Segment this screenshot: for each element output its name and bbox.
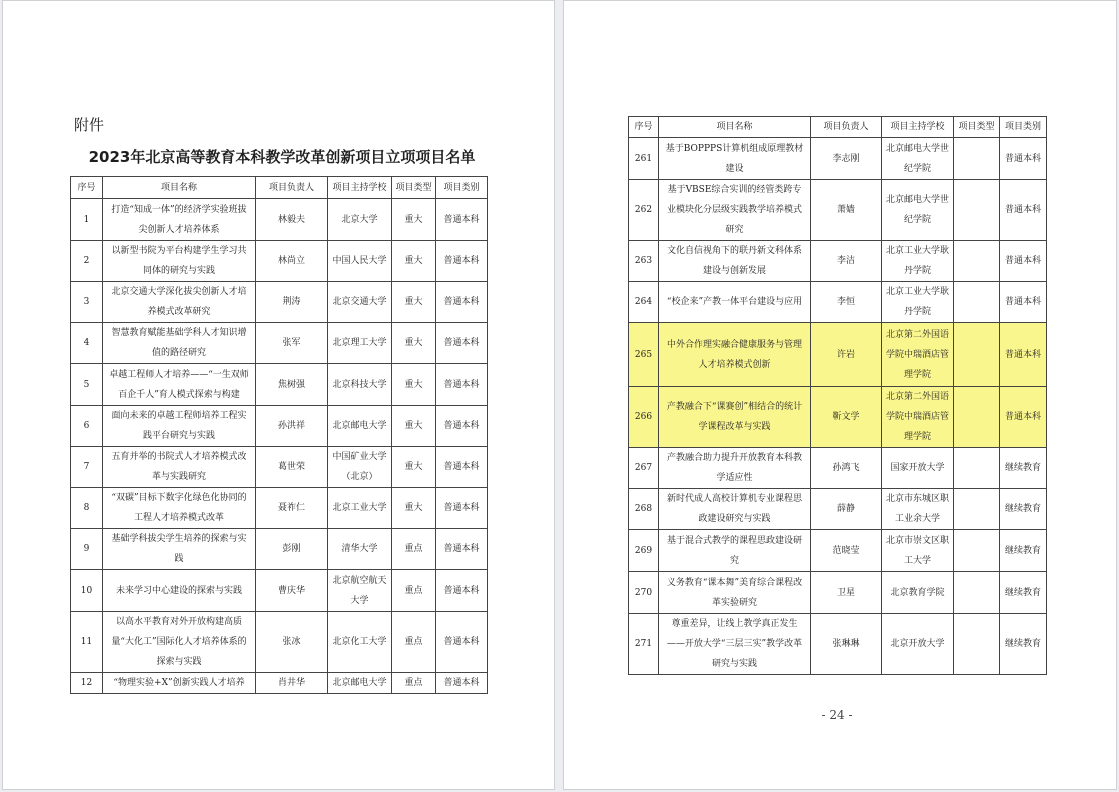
header-no: 序号 xyxy=(629,117,659,138)
cell-no: 8 xyxy=(71,488,103,529)
table-row xyxy=(71,612,488,673)
table-header-row xyxy=(71,177,488,199)
table-row xyxy=(71,529,488,570)
cell-type: 重大 xyxy=(392,199,436,241)
cell-project-name: “校企来”产教一体平台建设与应用 xyxy=(659,282,811,323)
header-no: 序号 xyxy=(71,177,103,199)
cell-type xyxy=(954,241,1000,282)
cell-project-name: 中外合作理实融合健康服务与管理人才培养模式创新 xyxy=(659,323,811,387)
cell-type xyxy=(954,448,1000,489)
cell-school: 北京工业大学 xyxy=(328,488,392,529)
cell-type: 重大 xyxy=(392,282,436,323)
cell-project-name: “物理实验+X”创新实践人才培养 xyxy=(103,673,256,694)
cell-category: 普通本科 xyxy=(1000,180,1047,241)
cell-project-name: 打造“知成一体”的经济学实验班拔尖创新人才培养体系 xyxy=(103,199,256,241)
cell-no: 9 xyxy=(71,529,103,570)
cell-leader: 孙鸿飞 xyxy=(811,448,882,489)
cell-project-name: 基于VBSE综合实训的经管类跨专业模块化分层级实践教学培养模式研究 xyxy=(659,180,811,241)
cell-school: 北京开放大学 xyxy=(882,614,954,675)
table-header-row xyxy=(629,117,1047,138)
cell-category: 普通本科 xyxy=(436,323,488,364)
cell-leader: 靳文学 xyxy=(811,387,882,448)
cell-school: 北京工业大学耿丹学院 xyxy=(882,282,954,323)
header-school: 项目主持学校 xyxy=(328,177,392,199)
cell-category: 普通本科 xyxy=(436,406,488,447)
cell-type xyxy=(954,138,1000,180)
cell-school: 北京交通大学 xyxy=(328,282,392,323)
cell-type: 重大 xyxy=(392,488,436,529)
cell-no: 6 xyxy=(71,406,103,447)
cell-no: 1 xyxy=(71,199,103,241)
cell-category: 普通本科 xyxy=(436,612,488,673)
table-row xyxy=(71,570,488,612)
table-row xyxy=(629,138,1047,180)
cell-leader: 彭刚 xyxy=(256,529,328,570)
cell-leader: 张军 xyxy=(256,323,328,364)
cell-school: 北京市崇文区职工大学 xyxy=(882,530,954,572)
cell-category: 普通本科 xyxy=(436,447,488,488)
table-row xyxy=(629,572,1047,614)
cell-category: 普通本科 xyxy=(436,673,488,694)
table-row xyxy=(71,199,488,241)
cell-category: 继续教育 xyxy=(1000,614,1047,675)
cell-no: 7 xyxy=(71,447,103,488)
cell-school: 北京邮电大学世纪学院 xyxy=(882,180,954,241)
table-row xyxy=(629,323,1047,387)
cell-leader: 林毅夫 xyxy=(256,199,328,241)
cell-school: 中国人民大学 xyxy=(328,241,392,282)
cell-type: 重大 xyxy=(392,406,436,447)
cell-project-name: 以新型书院为平台构建学生学习共同体的研究与实践 xyxy=(103,241,256,282)
cell-school: 北京教育学院 xyxy=(882,572,954,614)
table-row xyxy=(71,241,488,282)
header-school: 项目主持学校 xyxy=(882,117,954,138)
cell-no: 12 xyxy=(71,673,103,694)
cell-leader: 薛静 xyxy=(811,489,882,530)
header-category: 项目类别 xyxy=(1000,117,1047,138)
cell-project-name: 基础学科拔尖学生培养的探索与实践 xyxy=(103,529,256,570)
cell-project-name: 产教融合助力提升开放教育本科教学适应性 xyxy=(659,448,811,489)
cell-project-name: 基于BOPPPS计算机组成原理教材建设 xyxy=(659,138,811,180)
cell-category: 普通本科 xyxy=(436,282,488,323)
cell-category: 普通本科 xyxy=(1000,241,1047,282)
cell-no: 264 xyxy=(629,282,659,323)
cell-no: 271 xyxy=(629,614,659,675)
cell-school: 北京第二外国语学院中瑞酒店管理学院 xyxy=(882,387,954,448)
cell-project-name: 义务教育“课本舞”美育综合课程改革实验研究 xyxy=(659,572,811,614)
cell-school: 北京第二外国语学院中瑞酒店管理学院 xyxy=(882,323,954,387)
cell-no: 263 xyxy=(629,241,659,282)
cell-no: 262 xyxy=(629,180,659,241)
cell-type xyxy=(954,614,1000,675)
cell-category: 继续教育 xyxy=(1000,448,1047,489)
cell-no: 265 xyxy=(629,323,659,387)
cell-no: 10 xyxy=(71,570,103,612)
table-row xyxy=(629,387,1047,448)
cell-leader: 许岩 xyxy=(811,323,882,387)
cell-category: 普通本科 xyxy=(436,364,488,406)
cell-leader: 孙洪祥 xyxy=(256,406,328,447)
cell-type xyxy=(954,489,1000,530)
cell-leader: 李洁 xyxy=(811,241,882,282)
cell-leader: 李恒 xyxy=(811,282,882,323)
cell-category: 继续教育 xyxy=(1000,489,1047,530)
cell-project-name: 以高水平教育对外开放构建高质量“大化工”国际化人才培养体系的探索与实践 xyxy=(103,612,256,673)
cell-school: 北京大学 xyxy=(328,199,392,241)
cell-leader: 肖井华 xyxy=(256,673,328,694)
cell-school: 北京邮电大学 xyxy=(328,406,392,447)
table-row xyxy=(71,673,488,694)
cell-project-name: 北京交通大学深化拔尖创新人才培养模式改革研究 xyxy=(103,282,256,323)
cell-school: 北京化工大学 xyxy=(328,612,392,673)
header-type: 项目类型 xyxy=(954,117,1000,138)
cell-category: 继续教育 xyxy=(1000,530,1047,572)
cell-school: 北京航空航天大学 xyxy=(328,570,392,612)
cell-no: 269 xyxy=(629,530,659,572)
cell-project-name: 智慧教育赋能基础学科人才知识增值的路径研究 xyxy=(103,323,256,364)
cell-type: 重点 xyxy=(392,612,436,673)
cell-no: 4 xyxy=(71,323,103,364)
header-category: 项目类别 xyxy=(436,177,488,199)
cell-project-name: 卓越工程师人才培养——“一生双师百企千人”育人模式探索与构建 xyxy=(103,364,256,406)
header-project-name: 项目名称 xyxy=(103,177,256,199)
cell-leader: 聂祚仁 xyxy=(256,488,328,529)
cell-no: 266 xyxy=(629,387,659,448)
cell-leader: 张冰 xyxy=(256,612,328,673)
cell-no: 2 xyxy=(71,241,103,282)
cell-category: 普通本科 xyxy=(436,570,488,612)
cell-project-name: 五育并举的书院式人才培养模式改革与实践研究 xyxy=(103,447,256,488)
cell-type: 重点 xyxy=(392,673,436,694)
cell-school: 中国矿业大学（北京） xyxy=(328,447,392,488)
cell-no: 3 xyxy=(71,282,103,323)
table-row xyxy=(71,406,488,447)
table-row xyxy=(629,241,1047,282)
cell-no: 261 xyxy=(629,138,659,180)
cell-no: 270 xyxy=(629,572,659,614)
cell-project-name: 产教融合下“课赛创”相结合的统计学课程改革与实践 xyxy=(659,387,811,448)
cell-category: 普通本科 xyxy=(1000,323,1047,387)
cell-category: 普通本科 xyxy=(1000,138,1047,180)
table-row xyxy=(629,448,1047,489)
cell-leader: 曹庆华 xyxy=(256,570,328,612)
cell-leader: 林尚立 xyxy=(256,241,328,282)
cell-type: 重大 xyxy=(392,447,436,488)
header-type: 项目类型 xyxy=(392,177,436,199)
cell-project-name: 基于混合式教学的课程思政建设研究 xyxy=(659,530,811,572)
cell-school: 北京理工大学 xyxy=(328,323,392,364)
table-row xyxy=(71,488,488,529)
cell-category: 普通本科 xyxy=(1000,387,1047,448)
cell-category: 普通本科 xyxy=(436,199,488,241)
document-title: 2023年北京高等教育本科教学改革创新项目立项项目名单 xyxy=(88,148,476,166)
cell-leader: 萧嫱 xyxy=(811,180,882,241)
cell-school: 北京工业大学耿丹学院 xyxy=(882,241,954,282)
cell-type xyxy=(954,572,1000,614)
cell-leader: 葛世荣 xyxy=(256,447,328,488)
cell-school: 北京邮电大学世纪学院 xyxy=(882,138,954,180)
cell-school: 北京市东城区职工业余大学 xyxy=(882,489,954,530)
header-leader: 项目负责人 xyxy=(256,177,328,199)
cell-leader: 张琳琳 xyxy=(811,614,882,675)
cell-no: 5 xyxy=(71,364,103,406)
project-table-left xyxy=(70,176,488,694)
cell-type: 重点 xyxy=(392,570,436,612)
page-number: - 24 - xyxy=(821,708,853,722)
cell-type: 重大 xyxy=(392,364,436,406)
header-leader: 项目负责人 xyxy=(811,117,882,138)
cell-project-name: 新时代成人高校计算机专业课程思政建设研究与实践 xyxy=(659,489,811,530)
cell-leader: 范晓莹 xyxy=(811,530,882,572)
cell-type xyxy=(954,387,1000,448)
cell-category: 普通本科 xyxy=(436,529,488,570)
cell-school: 北京科技大学 xyxy=(328,364,392,406)
table-row xyxy=(629,614,1047,675)
cell-school: 国家开放大学 xyxy=(882,448,954,489)
cell-type xyxy=(954,323,1000,387)
cell-leader: 荆涛 xyxy=(256,282,328,323)
project-table-right xyxy=(628,116,1047,675)
table-row xyxy=(71,364,488,406)
cell-school: 北京邮电大学 xyxy=(328,673,392,694)
cell-project-name: “双碳”目标下数字化绿色化协同的工程人才培养模式改革 xyxy=(103,488,256,529)
cell-type xyxy=(954,180,1000,241)
cell-category: 普通本科 xyxy=(1000,282,1047,323)
cell-leader: 李志刚 xyxy=(811,138,882,180)
cell-type: 重大 xyxy=(392,323,436,364)
cell-leader: 焦树强 xyxy=(256,364,328,406)
table-row xyxy=(629,489,1047,530)
cell-project-name: 尊重差异，让线上教学真正发生——开放大学“三层三实”教学改革研究与实践 xyxy=(659,614,811,675)
cell-category: 普通本科 xyxy=(436,241,488,282)
header-project-name: 项目名称 xyxy=(659,117,811,138)
cell-project-name: 未来学习中心建设的探索与实践 xyxy=(103,570,256,612)
cell-category: 普通本科 xyxy=(436,488,488,529)
table-row xyxy=(629,530,1047,572)
table-row xyxy=(71,447,488,488)
cell-type: 重点 xyxy=(392,529,436,570)
cell-no: 267 xyxy=(629,448,659,489)
table-row xyxy=(629,180,1047,241)
cell-leader: 卫星 xyxy=(811,572,882,614)
table-row xyxy=(71,282,488,323)
cell-type: 重大 xyxy=(392,241,436,282)
attachment-label: 附件 xyxy=(74,116,105,134)
table-row xyxy=(629,282,1047,323)
cell-type xyxy=(954,282,1000,323)
cell-project-name: 面向未来的卓越工程师培养工程实践平台研究与实践 xyxy=(103,406,256,447)
table-row xyxy=(71,323,488,364)
cell-project-name: 文化自信视角下的联丹新文科体系建设与创新发展 xyxy=(659,241,811,282)
cell-no: 11 xyxy=(71,612,103,673)
cell-type xyxy=(954,530,1000,572)
cell-school: 清华大学 xyxy=(328,529,392,570)
cell-category: 继续教育 xyxy=(1000,572,1047,614)
cell-no: 268 xyxy=(629,489,659,530)
